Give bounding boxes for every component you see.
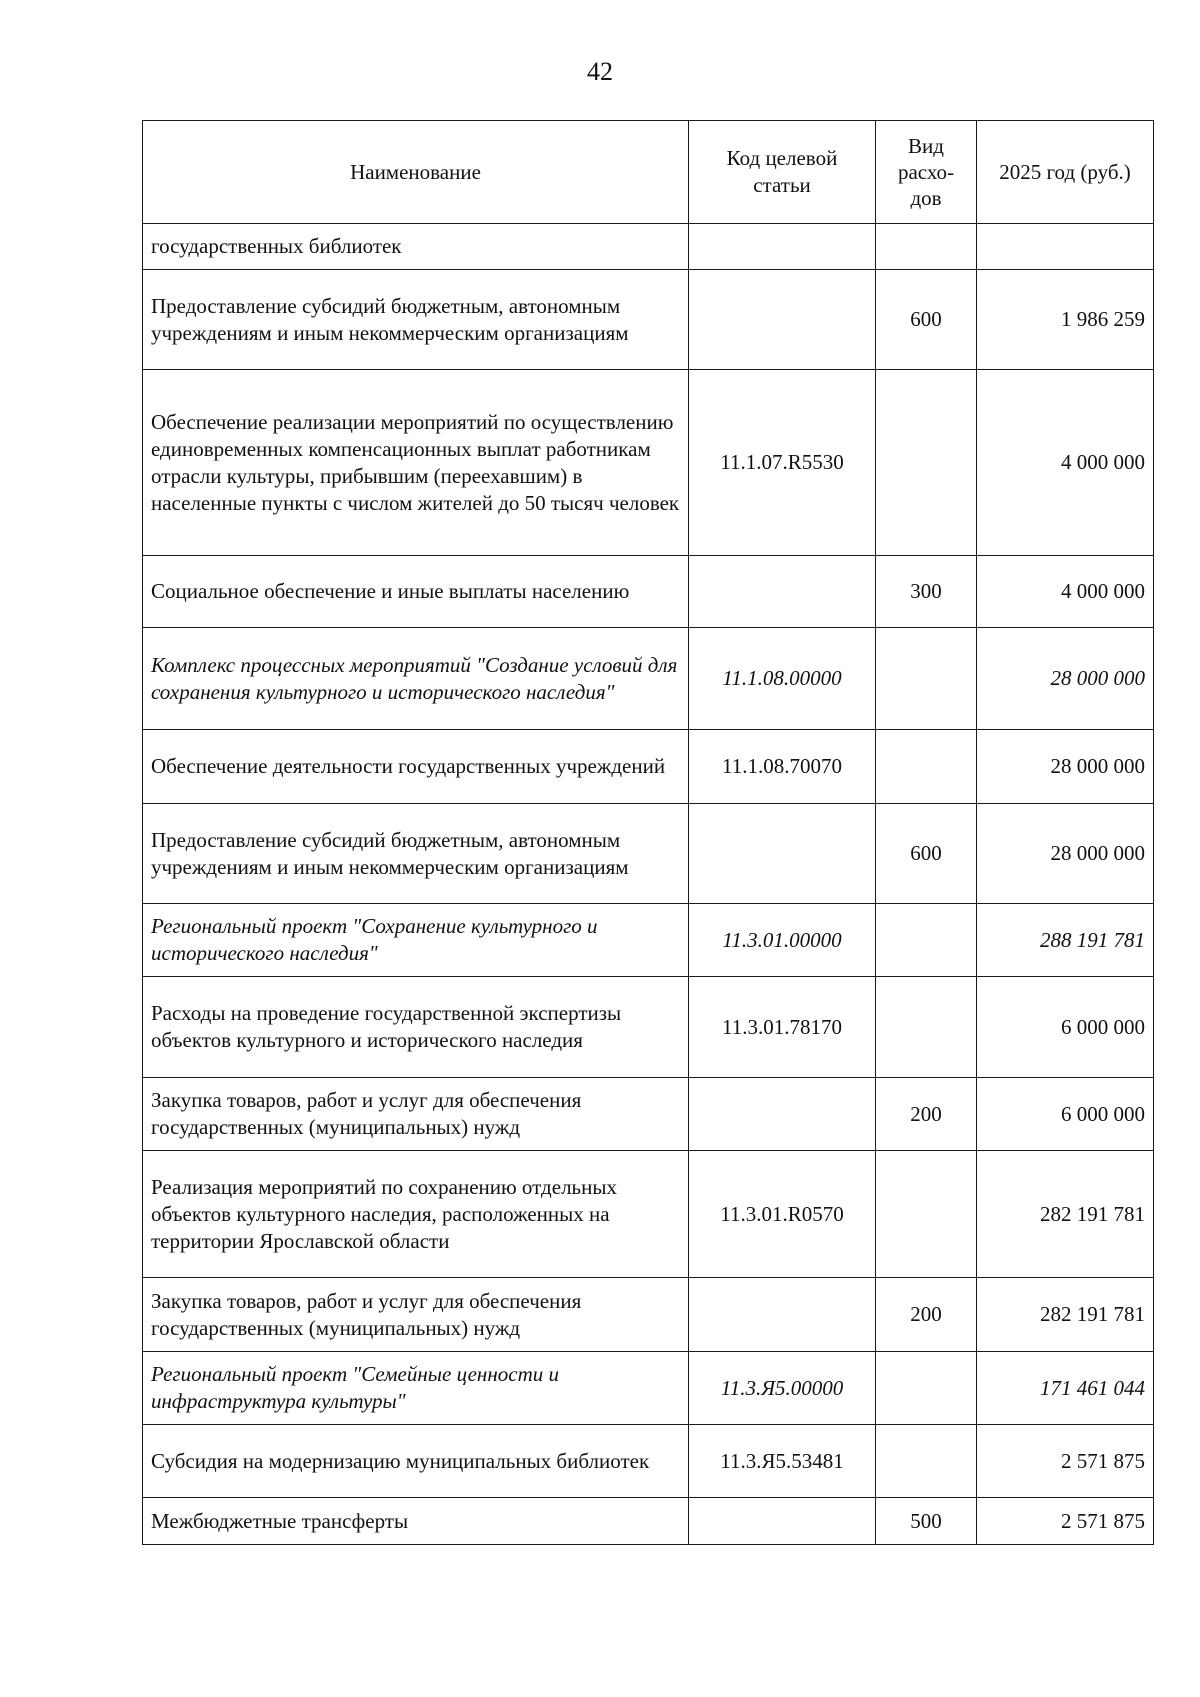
row-name: Закупка товаров, работ и услуг для обеспечения государственных (муниципальных) нужд <box>143 1078 689 1151</box>
row-kind: 600 <box>876 270 977 370</box>
header-name: Наименование <box>143 121 689 224</box>
row-amount: 28 000 000 <box>977 804 1154 904</box>
row-kind: 200 <box>876 1078 977 1151</box>
budget-table <box>142 120 1154 1545</box>
table-row <box>143 804 1154 904</box>
table-header-row <box>143 121 1154 224</box>
row-name: Субсидия на модернизацию муниципальных библиотек <box>143 1425 689 1498</box>
header-amount: 2025 год (руб.) <box>977 121 1154 224</box>
row-code: 11.1.08.00000 <box>689 628 876 730</box>
row-amount: 282 191 781 <box>977 1151 1154 1278</box>
row-code <box>689 804 876 904</box>
row-name: Расходы на проведение государственной экспертизы объектов культурного и исторического наследия <box>143 977 689 1078</box>
row-code <box>689 270 876 370</box>
table-row <box>143 1425 1154 1498</box>
table-row <box>143 977 1154 1078</box>
row-code <box>689 1278 876 1352</box>
row-name: Закупка товаров, работ и услуг для обеспечения государственных (муниципальных) нужд <box>143 1278 689 1352</box>
row-amount: 4 000 000 <box>977 556 1154 628</box>
row-name: Комплекс процессных мероприятий "Создание условий для сохранения культурного и исторического наследия" <box>143 628 689 730</box>
row-code: 11.3.01.78170 <box>689 977 876 1078</box>
row-amount: 2 571 875 <box>977 1425 1154 1498</box>
row-kind <box>876 730 977 804</box>
row-amount: 6 000 000 <box>977 977 1154 1078</box>
table-row <box>143 224 1154 270</box>
row-code: 11.3.01.00000 <box>689 904 876 977</box>
row-code: 11.3.01.R0570 <box>689 1151 876 1278</box>
header-code: Код целевой статьи <box>689 121 876 224</box>
row-code <box>689 1498 876 1545</box>
row-kind <box>876 1425 977 1498</box>
row-name: Региональный проект "Сохранение культурного и исторического наследия" <box>143 904 689 977</box>
row-kind <box>876 628 977 730</box>
row-name: Обеспечение реализации мероприятий по осуществлению единовременных компенсационных выплат работникам отрасли культуры, прибывшим (переехавшим) в населенные пункты с числом жителей до 50 тысяч человек <box>143 370 689 556</box>
table-row <box>143 556 1154 628</box>
row-amount <box>977 224 1154 270</box>
row-code <box>689 224 876 270</box>
page-number: 42 <box>587 57 613 86</box>
row-amount: 6 000 000 <box>977 1078 1154 1151</box>
row-name: Региональный проект "Семейные ценности и инфраструктура культуры" <box>143 1352 689 1425</box>
row-kind <box>876 370 977 556</box>
row-kind <box>876 904 977 977</box>
row-amount: 4 000 000 <box>977 370 1154 556</box>
row-code <box>689 1078 876 1151</box>
row-amount: 1 986 259 <box>977 270 1154 370</box>
row-amount: 28 000 000 <box>977 730 1154 804</box>
table-row <box>143 1498 1154 1545</box>
header-kind: Вид расхо-дов <box>876 121 977 224</box>
row-code: 11.1.08.70070 <box>689 730 876 804</box>
row-amount: 171 461 044 <box>977 1352 1154 1425</box>
table-row <box>143 1278 1154 1352</box>
row-code: 11.3.Я5.00000 <box>689 1352 876 1425</box>
row-amount: 282 191 781 <box>977 1278 1154 1352</box>
row-kind: 600 <box>876 804 977 904</box>
row-amount: 2 571 875 <box>977 1498 1154 1545</box>
table-row <box>143 1151 1154 1278</box>
row-kind: 500 <box>876 1498 977 1545</box>
row-name: Межбюджетные трансферты <box>143 1498 689 1545</box>
table-row <box>143 628 1154 730</box>
row-name: Обеспечение деятельности государственных учреждений <box>143 730 689 804</box>
row-kind <box>876 977 977 1078</box>
table-row <box>143 904 1154 977</box>
row-kind <box>876 1352 977 1425</box>
row-kind <box>876 224 977 270</box>
table-row <box>143 730 1154 804</box>
row-name: Реализация мероприятий по сохранению отдельных объектов культурного наследия, расположенных на территории Ярославской области <box>143 1151 689 1278</box>
row-code: 11.1.07.R5530 <box>689 370 876 556</box>
table-row <box>143 270 1154 370</box>
row-name: Предоставление субсидий бюджетным, автономным учреждениям и иным некоммерческим организациям <box>143 270 689 370</box>
row-amount: 288 191 781 <box>977 904 1154 977</box>
row-code: 11.3.Я5.53481 <box>689 1425 876 1498</box>
row-name: государственных библиотек <box>143 224 689 270</box>
table-row <box>143 1078 1154 1151</box>
table-row <box>143 1352 1154 1425</box>
row-kind <box>876 1151 977 1278</box>
row-kind: 200 <box>876 1278 977 1352</box>
row-amount: 28 000 000 <box>977 628 1154 730</box>
table-row <box>143 370 1154 556</box>
row-name: Социальное обеспечение и иные выплаты населению <box>143 556 689 628</box>
row-kind: 300 <box>876 556 977 628</box>
row-code <box>689 556 876 628</box>
row-name: Предоставление субсидий бюджетным, автономным учреждениям и иным некоммерческим организациям <box>143 804 689 904</box>
